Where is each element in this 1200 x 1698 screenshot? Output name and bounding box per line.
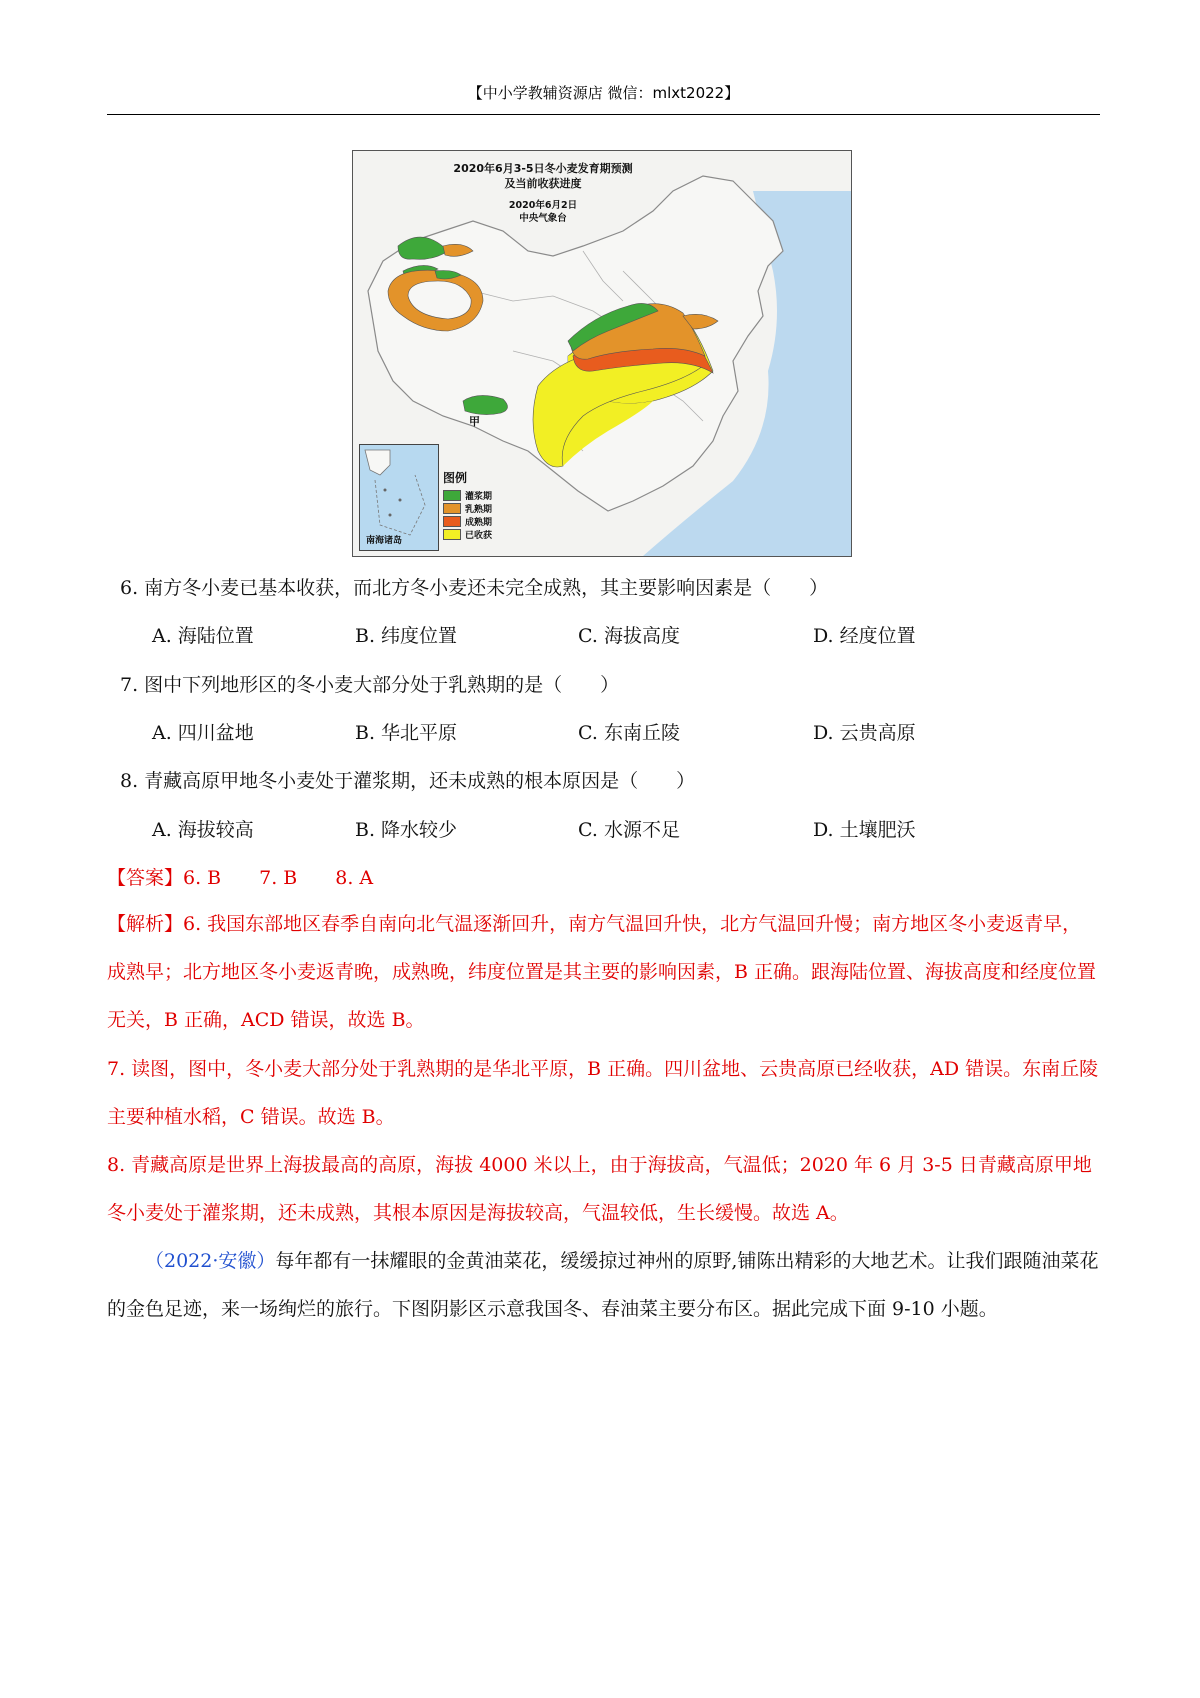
wheat-growth-map <box>352 150 852 557</box>
question-7-option-a: A. 四川盆地 <box>152 722 254 744</box>
answer-line: 【答案】6. B 7. B 8. A <box>107 867 374 889</box>
question-8-stem: 8. 青藏高原甲地冬小麦处于灌浆期，还未成熟的根本原因是（ ） <box>120 770 696 792</box>
map-date-block <box>493 199 593 225</box>
question-8-option-b: B. 降水较少 <box>355 819 458 841</box>
analysis-8: 8. 青藏高原是世界上海拔最高的高原，海拔 4000 米以上，由于海拔高，气温低；2020 年 6 月 3-5 日青藏高原甲地冬小麦处于灌浆期，还未成熟，其根本原因是海拔较高，气温较低，生长缓慢。故选 A。 <box>107 1154 1092 1224</box>
legend-label: 乳熟期 <box>465 505 493 515</box>
question-6-stem: 6. 南方冬小麦已基本收获，而北方冬小麦还未完全成熟，其主要影响因素是（ ） <box>120 577 829 599</box>
map-title <box>443 161 643 191</box>
question-6-option-b: B. 纬度位置 <box>355 625 458 647</box>
legend-swatch <box>443 503 461 514</box>
map-title-line2: 及当前收获进度 <box>504 177 582 190</box>
map-date: 2020年6月2日 <box>508 200 578 211</box>
map-agency: 中央气象台 <box>519 213 567 224</box>
legend-swatch <box>443 490 461 501</box>
analysis-6: 【解析】6. 我国东部地区春季自南向北气温逐渐回升，南方气温回升快，北方气温回升慢；南方地区冬小麦返青早，成熟早；北方地区冬小麦返青晚，成熟晚，纬度位置是其主要的影响因素，B 正确。跟海陆位置、海拔高度和经度位置无关，B 正确，ACD 错误，故选 B。 <box>107 913 1097 1031</box>
legend-label: 灌浆期 <box>465 492 493 502</box>
question-8-option-d: D. 土壤肥沃 <box>813 819 916 841</box>
intro-text: 每年都有一抹耀眼的金黄油菜花，缓缓掠过神州的原野,铺陈出精彩的大地艺术。让我们跟随油菜花的金色足迹，来一场绚烂的旅行。下图阴影区示意我国冬、春油菜主要分布区。据此完成下面 9-10 小题。 <box>107 1250 1099 1320</box>
map-title-line1: 2020年6月3-5日冬小麦发育期预测 <box>453 162 633 175</box>
legend-item <box>443 515 492 528</box>
question-7-option-c: C. 东南丘陵 <box>578 722 680 744</box>
question-6-option-c: C. 海拔高度 <box>578 625 680 647</box>
legend-swatch <box>443 516 461 527</box>
intro-source: （2022·安徽） <box>145 1250 276 1272</box>
question-7-option-b: B. 华北平原 <box>355 722 458 744</box>
legend-item <box>443 489 492 502</box>
legend-label: 已收获 <box>465 531 493 541</box>
page-header: 【中小学教辅资源店 微信：mlxt2022】 <box>467 84 740 102</box>
intro-paragraph <box>107 1237 1100 1333</box>
legend-item <box>443 502 492 515</box>
question-7-option-d: D. 云贵高原 <box>813 722 916 744</box>
question-6-option-d: D. 经度位置 <box>813 625 916 647</box>
south-china-sea-inset <box>359 444 439 551</box>
question-8-option-a: A. 海拔较高 <box>152 819 254 841</box>
question-8-option-c: C. 水源不足 <box>578 819 680 841</box>
legend-label: 成熟期 <box>465 518 493 528</box>
legend-swatch <box>443 529 461 540</box>
map-legend <box>443 469 492 541</box>
legend-title: 图例 <box>443 471 468 485</box>
analysis-7: 7. 读图，图中，冬小麦大部分处于乳熟期的是华北平原，B 正确。四川盆地、云贵高原已经收获，AD 错误。东南丘陵主要种植水稻，C 错误。故选 B。 <box>107 1058 1099 1128</box>
question-7-stem: 7. 图中下列地形区的冬小麦大部分处于乳熟期的是（ ） <box>120 674 620 696</box>
jia-label: 甲 <box>469 415 480 428</box>
legend-item <box>443 528 492 541</box>
inset-label: 南海诸岛 <box>366 536 403 546</box>
question-6-option-a: A. 海陆位置 <box>152 625 254 647</box>
header-divider <box>107 114 1100 115</box>
